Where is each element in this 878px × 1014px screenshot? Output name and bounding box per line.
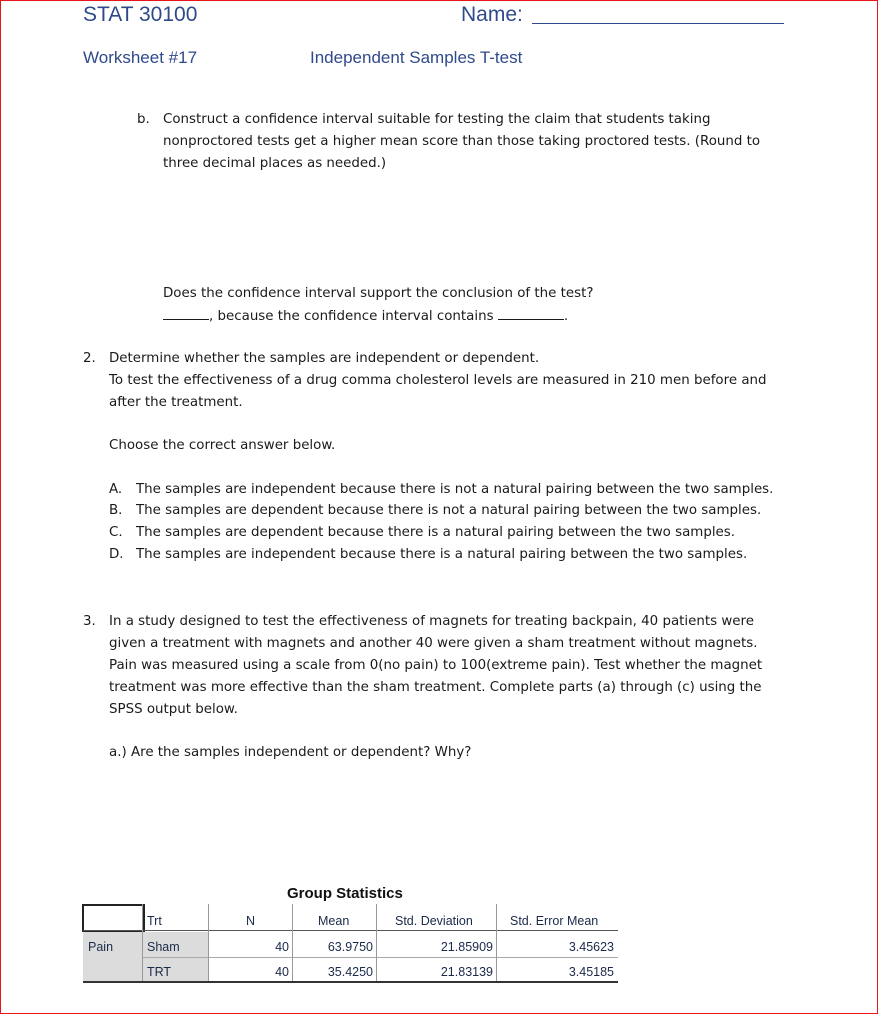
- q3-line-4: treatment was more effective than the sham treatment. Complete parts (a) through (c) using the: [109, 680, 762, 695]
- q2-option-c-letter[interactable]: C.: [109, 525, 123, 540]
- q2-line-1: Determine whether the samples are independent or dependent.: [109, 351, 540, 366]
- header-bottom-line-left: [83, 930, 142, 931]
- table-row-2-n: 40: [275, 965, 289, 979]
- q2-line-2: To test the effectiveness of a drug comma cholesterol levels are measured in 210 men before and: [109, 373, 767, 388]
- row-divider: [142, 957, 618, 958]
- q3-line-2: given a treatment with magnets and another 40 were given a sham treatment without magnets.: [109, 636, 758, 651]
- table-row-1-se: 3.45623: [568, 940, 614, 954]
- q2-option-b-letter[interactable]: B.: [109, 503, 123, 518]
- table-row-1-trt: Sham: [147, 940, 180, 954]
- table-row-2-mean: 35.4250: [327, 965, 373, 979]
- part-b-answer-line: [163, 305, 568, 328]
- table-row-2-sd: 21.83139: [440, 965, 493, 979]
- contains-answer-blank[interactable]: [498, 305, 564, 320]
- q3-line-1: In a study designed to test the effectiveness of magnets for treating backpain, 40 patients were: [109, 614, 754, 629]
- part-b-line-1: Construct a confidence interval suitable for testing the claim that students taking: [163, 112, 711, 127]
- header-std-error-mean: Std. Error Mean: [510, 914, 599, 928]
- answer-mid-text: , because the confidence interval contains: [209, 309, 494, 324]
- answer-end-text: .: [563, 309, 569, 324]
- table-row-1-mean: 63.9750: [327, 940, 373, 954]
- name-label: Name:: [461, 3, 523, 26]
- corner-empty-cell: [82, 904, 145, 932]
- header-mean: Mean: [318, 914, 350, 928]
- q2-number: 2.: [83, 351, 96, 366]
- q2-option-c-text[interactable]: The samples are dependent because there is a natural pairing between the two samples.: [136, 525, 736, 540]
- q3-part-a: a.) Are the samples independent or dependent? Why?: [109, 745, 472, 760]
- table-row-1-n: 40: [275, 940, 289, 954]
- header-n: N: [246, 914, 256, 928]
- q3-line-5: SPSS output below.: [109, 702, 238, 717]
- group-stats-title: Group Statistics: [287, 885, 403, 902]
- q2-line-3: after the treatment.: [109, 395, 243, 410]
- worksheet-label: Worksheet #17: [83, 48, 198, 67]
- part-b-label: b.: [137, 112, 150, 127]
- header-bottom-line: [142, 930, 618, 931]
- q2-option-a-text[interactable]: The samples are independent because there is not a natural pairing between the two samples.: [136, 482, 774, 497]
- q3-number: 3.: [83, 614, 96, 629]
- header-trt: Trt: [147, 914, 162, 928]
- q3-line-3: Pain was measured using a scale from 0(no pain) to 100(extreme pain). Test whether the magnet: [109, 658, 763, 673]
- q2-option-d-letter[interactable]: D.: [109, 547, 124, 562]
- header-std-deviation: Std. Deviation: [395, 914, 473, 928]
- col-divider-1: [142, 904, 143, 981]
- worksheet-topic: Independent Samples T-test: [310, 48, 523, 67]
- row-label-pain: Pain: [88, 940, 114, 954]
- q2-option-b-text[interactable]: The samples are dependent because there is not a natural pairing between the two samples.: [136, 503, 762, 518]
- part-b-line-2: nonproctored tests get a higher mean score than those taking proctored tests. (Round to: [163, 134, 761, 149]
- table-row-2-trt: TRT: [147, 965, 172, 979]
- part-b-question: Does the confidence interval support the conclusion of the test?: [163, 286, 594, 301]
- q2-prompt: Choose the correct answer below.: [109, 438, 336, 453]
- name-blank-line[interactable]: [532, 23, 784, 24]
- table-row-1-sd: 21.85909: [440, 940, 493, 954]
- course-title: STAT 30100: [83, 3, 198, 26]
- q2-option-d-text[interactable]: The samples are independent because there is a natural pairing between the two samples.: [136, 547, 748, 562]
- part-b-line-3: three decimal places as needed.): [163, 156, 387, 171]
- support-answer-blank[interactable]: [163, 305, 209, 320]
- table-bottom-line: [83, 981, 618, 983]
- q2-option-a-letter[interactable]: A.: [109, 482, 123, 497]
- table-row-2-se: 3.45185: [568, 965, 614, 979]
